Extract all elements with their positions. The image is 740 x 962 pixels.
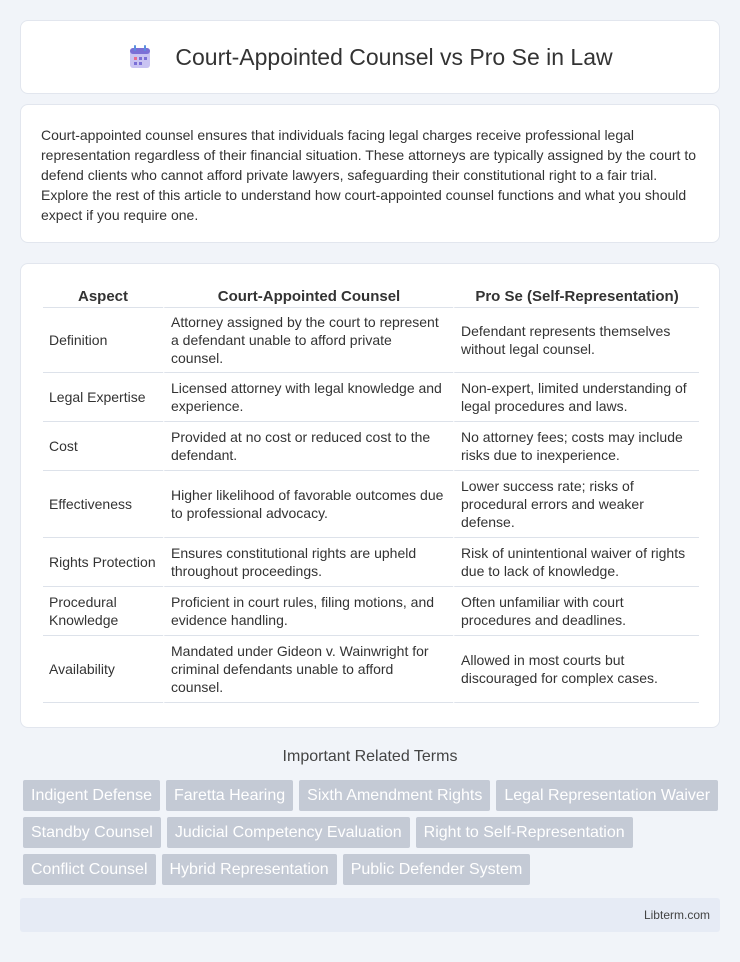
footer-site-link[interactable]: Libterm.com — [643, 908, 710, 922]
tag-hybrid-representation[interactable]: Hybrid Representation — [162, 854, 337, 885]
row-pro-se: Allowed in most courts but discouraged for complex cases. — [453, 636, 699, 703]
tag-right-to-self-representation[interactable]: Right to Self-Representation — [416, 817, 633, 848]
tag-row — [23, 854, 723, 885]
tag-indigent-defense[interactable]: Indigent Defense — [23, 780, 160, 811]
row-aspect: Definition — [43, 308, 163, 373]
tag-standby-counsel[interactable]: Standby Counsel — [23, 817, 161, 848]
row-aspect: Effectiveness — [43, 471, 163, 538]
row-pro-se: Non-expert, limited understanding of legal procedures and laws. — [453, 373, 699, 422]
related-terms-title: Important Related Terms — [282, 748, 458, 765]
table-row — [43, 538, 699, 587]
row-pro-se: Risk of unintentional waiver of rights due to lack of knowledge. — [453, 538, 699, 587]
row-aspect: Legal Expertise — [43, 373, 163, 422]
comparison-table — [43, 286, 699, 703]
row-pro-se: No attorney fees; costs may include risks due to inexperience. — [453, 422, 699, 471]
related-terms-list — [23, 780, 723, 891]
row-aspect: Rights Protection — [43, 538, 163, 587]
document-list-icon — [127, 44, 153, 70]
row-pro-se: Often unfamiliar with court procedures and deadlines. — [453, 587, 699, 636]
intro-paragraph: Court-appointed counsel ensures that individuals facing legal charges receive professional legal representation regardless of their financial situation. These attorneys are typically assigned by the court to defend clients who cannot afford private lawyers, safeguarding their constitutional right to a fair trial. Explore the rest of this article to understand how court-appointed counsel functions and what you should expect if you require one. — [41, 127, 696, 223]
page-title: Court-Appointed Counsel vs Pro Se in Law — [175, 43, 613, 70]
title-card — [20, 20, 720, 94]
table-row — [43, 636, 699, 703]
tag-row — [23, 780, 723, 811]
tag-faretta-hearing[interactable]: Faretta Hearing — [166, 780, 293, 811]
row-pro-se: Defendant represents themselves without legal counsel. — [453, 308, 699, 373]
tag-judicial-competency-evaluation[interactable]: Judicial Competency Evaluation — [167, 817, 410, 848]
tag-conflict-counsel[interactable]: Conflict Counsel — [23, 854, 156, 885]
tag-public-defender-system[interactable]: Public Defender System — [343, 854, 531, 885]
row-aspect: Availability — [43, 636, 163, 703]
row-court-appointed: Ensures constitutional rights are upheld throughout proceedings. — [163, 538, 453, 587]
table-header-row — [43, 286, 699, 308]
row-court-appointed: Proficient in court rules, filing motions, and evidence handling. — [163, 587, 453, 636]
column-header-pro-se: Pro Se (Self-Representation) — [453, 286, 699, 308]
tag-sixth-amendment-rights[interactable]: Sixth Amendment Rights — [299, 780, 490, 811]
table-row — [43, 587, 699, 636]
comparison-table-card — [20, 263, 720, 728]
table-row — [43, 308, 699, 373]
tag-legal-representation-waiver[interactable]: Legal Representation Waiver — [496, 780, 718, 811]
intro-card — [20, 104, 720, 243]
row-court-appointed: Attorney assigned by the court to represent a defendant unable to afford private counsel. — [163, 308, 453, 373]
row-court-appointed: Provided at no cost or reduced cost to the defendant. — [163, 422, 453, 471]
row-aspect: Procedural Knowledge — [43, 587, 163, 636]
row-court-appointed: Higher likelihood of favorable outcomes due to professional advocacy. — [163, 471, 453, 538]
row-pro-se: Lower success rate; risks of procedural errors and weaker defense. — [453, 471, 699, 538]
tag-row — [23, 817, 723, 848]
row-court-appointed: Licensed attorney with legal knowledge and experience. — [163, 373, 453, 422]
row-aspect: Cost — [43, 422, 163, 471]
row-court-appointed: Mandated under Gideon v. Wainwright for criminal defendants unable to afford counsel. — [163, 636, 453, 703]
table-row — [43, 422, 699, 471]
footer — [20, 898, 720, 932]
column-header-aspect: Aspect — [43, 286, 163, 308]
column-header-court-appointed: Court-Appointed Counsel — [163, 286, 453, 308]
table-row — [43, 373, 699, 422]
table-row — [43, 471, 699, 538]
